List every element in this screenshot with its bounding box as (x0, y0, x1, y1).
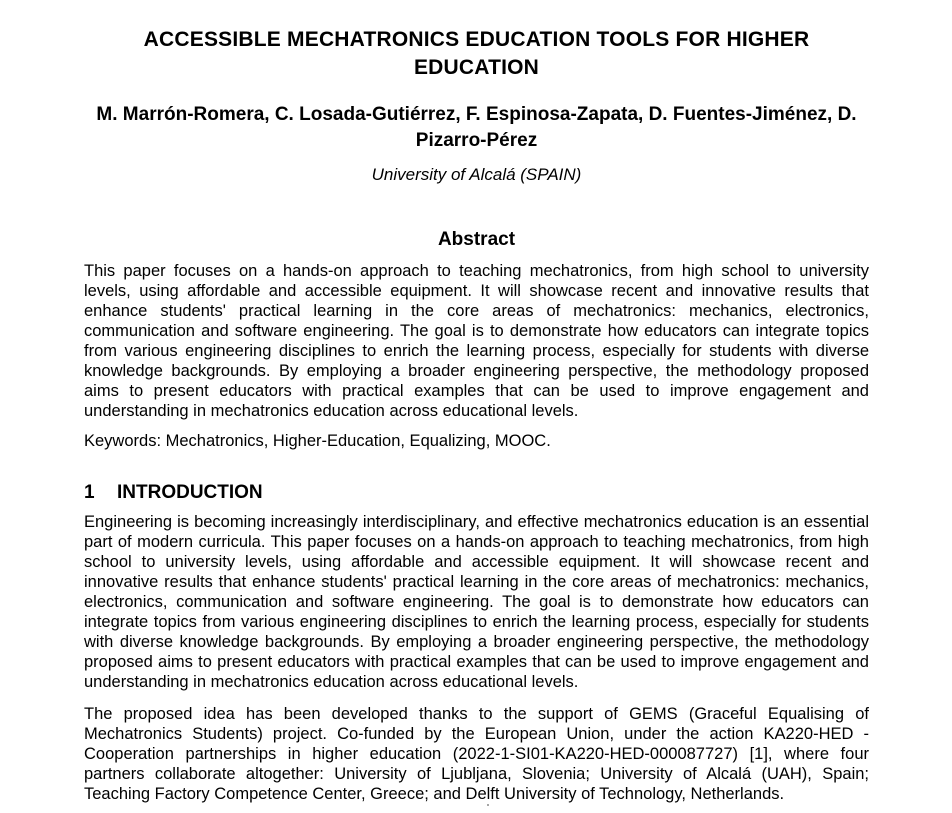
section-number: 1 (84, 482, 95, 503)
section-1-heading (84, 481, 869, 505)
abstract-text: This paper focuses on a hands-on approach to teaching mechatronics, from high school to university levels, using affordable and accessible equipment. It will showcase recent and innovative results that enhance students' practical learning in the core areas of mechatronics: mechanics, electronics, communication and software engineering. The goal is to demonstrate how educators can integrate topics from various engineering disciplines to enrich the learning process, especially for students with diverse knowledge backgrounds. By employing a broader engineering perspective, the methodology proposed aims to present educators with practical examples that can be used to improve engagement and understanding in mechatronics education across educational levels. (84, 262, 869, 420)
section-title: INTRODUCTION (117, 482, 263, 503)
paper-affiliation: University of Alcalá (SPAIN) (371, 165, 582, 184)
intro-paragraph-1: Engineering is becoming increasingly interdisciplinary, and effective mechatronics education is an essential part of modern curricula. This paper focuses on a hands-on approach to teaching mechatronics, from high school to university levels, using affordable and accessible equipment. It will showcase recent and innovative results that enhance students' practical learning in the core areas of mechatronics: mechanics, electronics, communication and software engineering. The goal is to demonstrate how educators can integrate topics from various engineering disciplines to enrich the learning process, especially for students with diverse knowledge backgrounds. By employing a broader engineering perspective, the methodology proposed aims to present educators with practical examples that can be used to improve engagement and understanding in mechatronics education across educational levels. (84, 513, 869, 691)
abstract-heading: Abstract (437, 229, 516, 250)
artifact-dot (487, 804, 489, 806)
paper-authors: M. Marrón-Romera, C. Losada-Gutiérrez, F. Espinosa-Zapata, D. Fuentes-Jiménez, D. Pizarro-Pérez (96, 104, 857, 151)
keywords-line: Keywords: Mechatronics, Higher-Education, Equalizing, MOOC. (84, 432, 551, 450)
intro-paragraph-2: The proposed idea has been developed thanks to the support of GEMS (Graceful Equalising of Mechatronics Students) project. Co-funded by the European Union, under the action KA220-HED - Cooperation partnerships in higher education (2022-1-SI01-KA220-HED-000087727) [1], where four partners collaborate altogether: University of Ljubljana, Slovenia; University of Alcalá (UAH), Spain; Teaching Factory Competence Center, Greece; and Delft University of Technology, Netherlands. (84, 705, 869, 803)
paper-title: ACCESSIBLE MECHATRONICS EDUCATION TOOLS FOR HIGHER EDUCATION (143, 28, 810, 79)
